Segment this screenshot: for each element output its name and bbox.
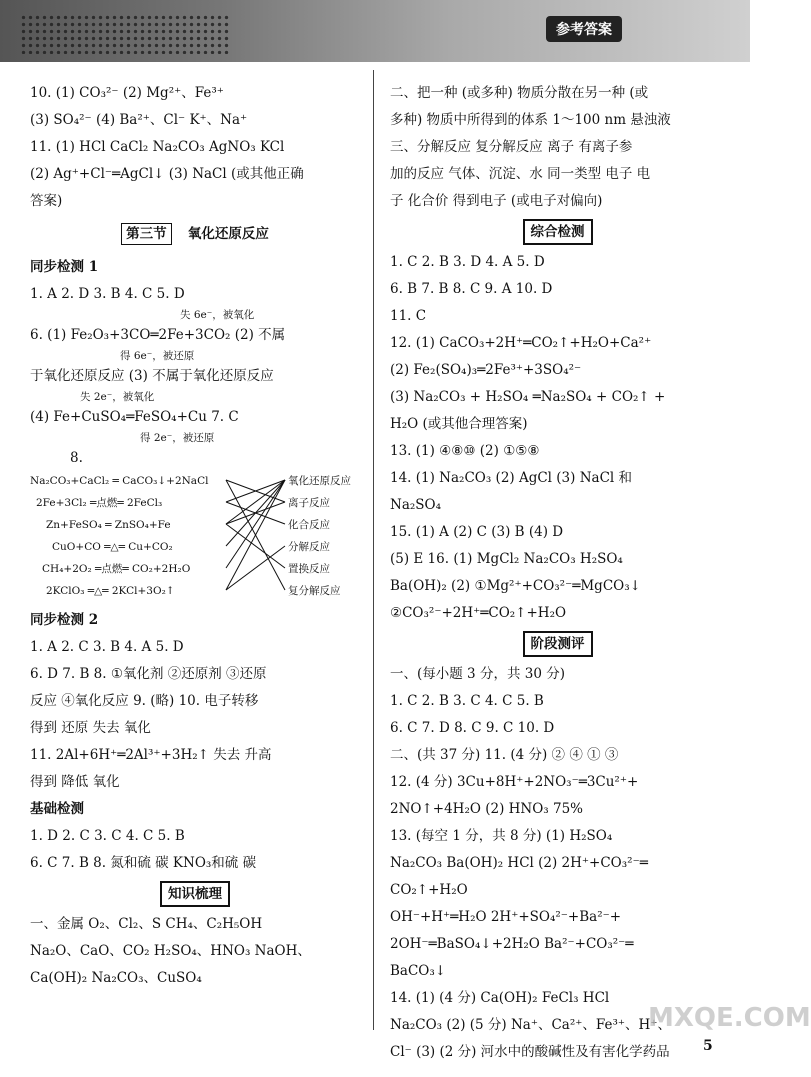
answer-line: BaCO₃↓	[390, 963, 447, 979]
question-number: 8.	[70, 450, 83, 466]
answer-line: 6. (1) Fe₂O₃+3CO═2Fe+3CO₂ (2) 不属	[30, 327, 286, 343]
header-dot-pattern	[20, 14, 230, 54]
reaction-equation: 2Fe+3Cl₂ ═点燃═ 2FeCl₃	[36, 497, 163, 509]
answer-line: 反应 ④氧化反应 9. (略) 10. 电子转移	[30, 693, 259, 709]
reaction-equation: 2KClO₃ ═△═ 2KCl+3O₂↑	[46, 585, 175, 597]
answer-line: 1. C 2. B 3. D 4. A 5. D	[390, 254, 545, 270]
section-heading	[390, 627, 725, 661]
answer-line: 三、分解反应 复分解反应 离子 有离子参	[390, 139, 633, 155]
answer-line: 一、(每小题 3 分，共 30 分)	[390, 666, 565, 682]
answer-line: 于氧化还原反应 (3) 不属于氧化还原反应	[30, 368, 274, 384]
answer-line: Ba(OH)₂ (2) ①Mg²⁺+CO₃²⁻═MgCO₃↓	[390, 578, 641, 594]
answer-line: 12. (4 分) 3Cu+8H⁺+2NO₃⁻═3Cu²⁺+	[390, 774, 639, 790]
reaction-type: 氧化还原反应	[288, 475, 351, 487]
right-column	[390, 80, 725, 1066]
reaction-type: 化合反应	[288, 519, 330, 531]
answer-line: 6. C 7. B 8. 氮和硫 碳 KNO₃和硫 碳	[30, 855, 257, 871]
answer-line: Na₂O、CaO、CO₂ H₂SO₄、HNO₃ NaOH、	[30, 943, 311, 959]
column-divider	[373, 70, 374, 1030]
answer-line: Na₂CO₃ (2) (5 分) Na⁺、Ca²⁺、Fe³⁺、H⁺、	[390, 1017, 671, 1033]
answer-line: 14. (1) (4 分) Ca(OH)₂ FeCl₃ HCl	[390, 990, 610, 1006]
left-column	[30, 80, 360, 992]
answer-line: (3) Na₂CO₃ + H₂SO₄ ═Na₂SO₄ + CO₂↑ +	[390, 389, 666, 405]
reaction-type: 离子反应	[288, 497, 330, 509]
reaction-type: 分解反应	[288, 541, 330, 553]
answer-line: 6. D 7. B 8. ①氧化剂 ②还原剂 ③还原	[30, 666, 267, 682]
answer-line: 多种) 物质中所得到的体系 1～100 nm 悬浊液	[390, 112, 671, 128]
reaction-equation: Na₂CO₃+CaCl₂ ═ CaCO₃↓+2NaCl	[30, 475, 209, 487]
answer-line: 10. (1) CO₃²⁻ (2) Mg²⁺、Fe³⁺	[30, 85, 224, 101]
answer-line: (5) E 16. (1) MgCl₂ Na₂CO₃ H₂SO₄	[390, 551, 623, 567]
answer-line: 14. (1) Na₂CO₃ (2) AgCl (3) NaCl 和	[390, 470, 633, 486]
reaction-type: 复分解反应	[288, 585, 341, 597]
answer-line: Na₂CO₃ Ba(OH)₂ HCl (2) 2H⁺+CO₃²⁻═	[390, 855, 648, 871]
header-band	[0, 0, 750, 62]
answer-line: 11. C	[390, 308, 427, 324]
electron-transfer-label: 失 2e⁻，被氧化	[80, 391, 155, 403]
answer-line: CO₂↑+H₂O	[390, 882, 468, 898]
answer-line: (2) Ag⁺+Cl⁻═AgCl↓ (3) NaCl (或其他正确	[30, 166, 304, 182]
answer-line: 子 化合价 得到电子 (或电子对偏向)	[390, 193, 603, 209]
answer-line: 1. C 2. B 3. C 4. C 5. B	[390, 693, 544, 709]
answer-line: Cl⁻ (3) (2 分) 河水中的酸碱性及有害化学药品	[390, 1044, 670, 1060]
subsection-title: 基础检测	[30, 801, 84, 817]
answer-line: 2OH⁻═BaSO₄↓+2H₂O Ba²⁻+CO₃²⁻═	[390, 936, 634, 952]
answer-line: 答案)	[30, 193, 63, 209]
answer-line: 2NO↑+4H₂O (2) HNO₃ 75%	[390, 801, 584, 817]
reaction-type: 置换反应	[288, 563, 330, 575]
answer-line: 6. B 7. B 8. C 9. A 10. D	[390, 281, 553, 297]
answer-line: 13. (1) ④⑧⑩ (2) ①⑤⑧	[390, 443, 540, 459]
answer-line: 11. 2Al+6H⁺═2Al³⁺+3H₂↑ 失去 升高	[30, 747, 272, 763]
answer-line: 13. (每空 1 分，共 8 分) (1) H₂SO₄	[390, 828, 613, 844]
answer-line: 15. (1) A (2) C (3) B (4) D	[390, 524, 564, 540]
answer-line: (4) Fe+CuSO₄═FeSO₄+Cu 7. C	[30, 409, 239, 425]
section-heading	[30, 877, 360, 911]
answer-line: 二、把一种 (或多种) 物质分散在另一种 (或	[390, 85, 649, 101]
header-badge: 参考答案	[546, 16, 622, 42]
answer-line: OH⁻+H⁺═H₂O 2H⁺+SO₄²⁻+Ba²⁻+	[390, 909, 622, 925]
answer-line: 得到 还原 失去 氧化	[30, 720, 151, 736]
matching-diagram	[30, 472, 360, 607]
subsection-title: 同步检测 2	[30, 612, 99, 628]
answer-line: 加的反应 气体、沉淀、水 同一类型 电子 电	[390, 166, 651, 182]
answer-line: 12. (1) CaCO₃+2H⁺═CO₂↑+H₂O+Ca²⁺	[390, 335, 652, 351]
answer-line: 1. A 2. C 3. B 4. A 5. D	[30, 639, 184, 655]
answer-line: 二、(共 37 分) 11. (4 分) ② ④ ① ③	[390, 747, 619, 763]
section-box: 综合检测	[523, 219, 593, 245]
section-heading	[390, 215, 725, 249]
answer-line: Na₂SO₄	[390, 497, 442, 513]
section-box: 阶段测评	[523, 631, 593, 657]
section-number-box: 第三节	[121, 223, 172, 245]
answer-line: 11. (1) HCl CaCl₂ Na₂CO₃ AgNO₃ KCl	[30, 139, 285, 155]
answer-line: ②CO₃²⁻+2H⁺═CO₂↑+H₂O	[390, 605, 567, 621]
section-box: 知识梳理	[160, 881, 230, 907]
electron-transfer-label: 得 6e⁻，被还原	[120, 350, 195, 362]
electron-transfer-label: 失 6e⁻，被氧化	[180, 309, 255, 321]
answer-line: (3) SO₄²⁻ (4) Ba²⁺、Cl⁻ K⁺、Na⁺	[30, 112, 248, 128]
answer-line: Ca(OH)₂ Na₂CO₃、CuSO₄	[30, 970, 202, 986]
answer-line: (2) Fe₂(SO₄)₃═2Fe³⁺+3SO₄²⁻	[390, 362, 582, 378]
matching-lines	[226, 480, 285, 590]
reaction-equation: CH₄+2O₂ ═点燃═ CO₂+2H₂O	[42, 563, 191, 575]
answer-line: 一、金属 O₂、Cl₂、S CH₄、C₂H₅OH	[30, 916, 263, 932]
answer-line: 得到 降低 氧化	[30, 774, 120, 790]
watermark: MXQE.COM	[648, 1003, 811, 1033]
electron-transfer-label: 得 2e⁻，被还原	[140, 432, 215, 444]
page-number: 5	[703, 1038, 713, 1054]
section-title: 氧化还原反应	[187, 226, 269, 242]
answer-line: 6. C 7. D 8. C 9. C 10. D	[390, 720, 555, 736]
reaction-equation: CuO+CO ═△═ Cu+CO₂	[52, 541, 173, 553]
subsection-title: 同步检测 1	[30, 259, 99, 275]
answer-line: H₂O (或其他合理答案)	[390, 416, 528, 432]
answer-line: 1. A 2. D 3. B 4. C 5. D	[30, 286, 185, 302]
section-heading	[30, 221, 360, 248]
reaction-equation: Zn+FeSO₄ ═ ZnSO₄+Fe	[46, 519, 171, 531]
answer-line: 1. D 2. C 3. C 4. C 5. B	[30, 828, 185, 844]
